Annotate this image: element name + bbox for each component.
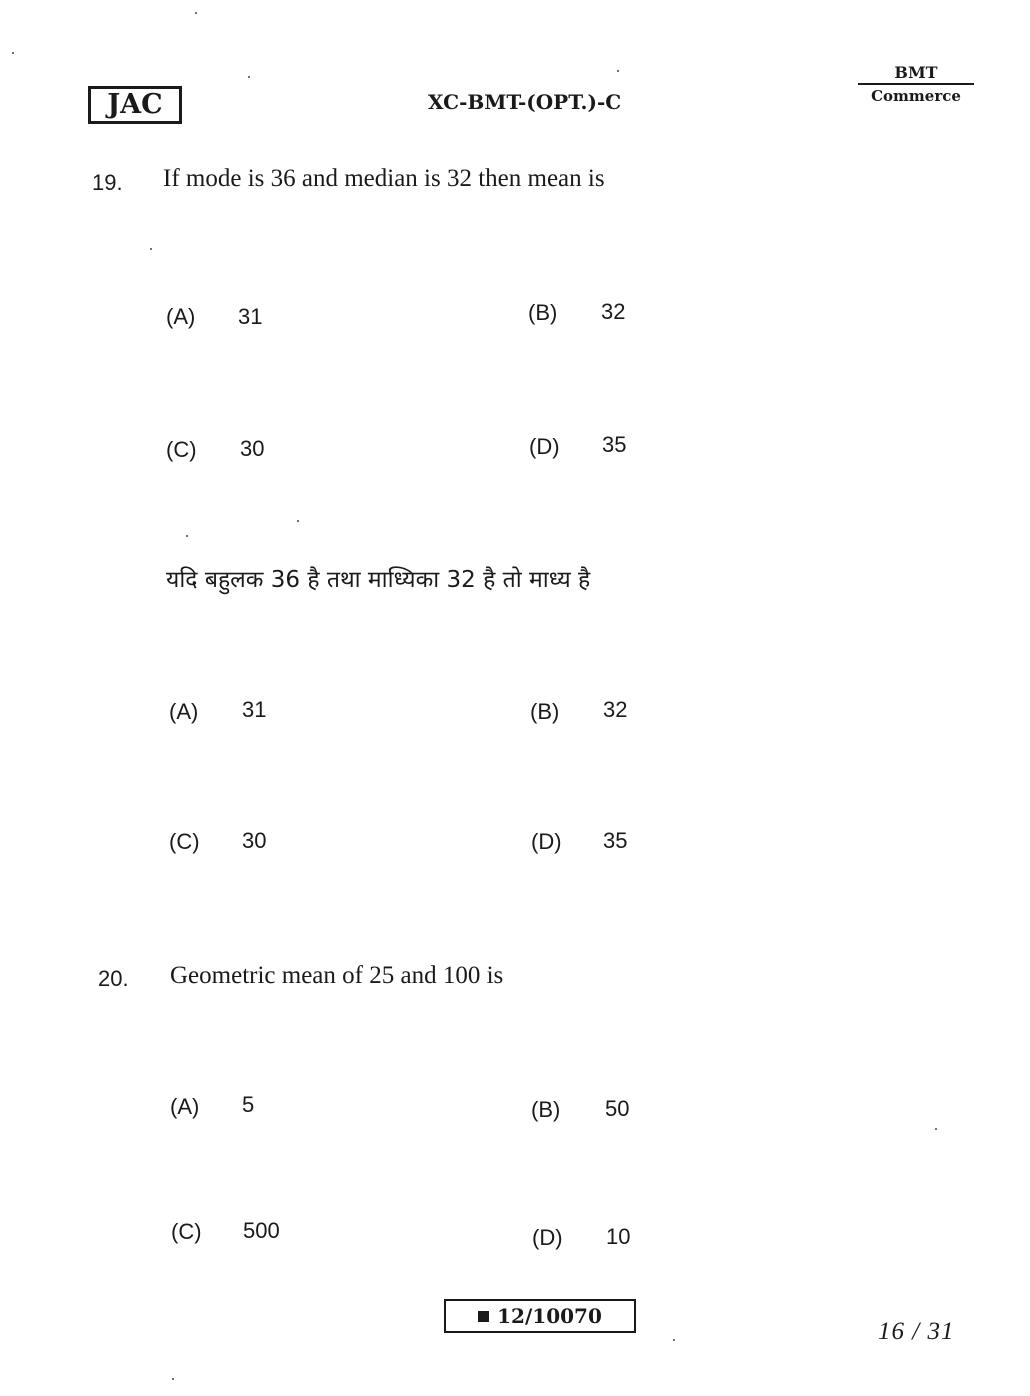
question-number: 19.: [92, 170, 123, 195]
question-text: If mode is 36 and median is 32 then mean is: [163, 165, 605, 192]
option-letter: (C): [169, 829, 200, 854]
option-letter: (A): [169, 699, 199, 724]
option-letter: (A): [166, 304, 196, 329]
option-value: 35: [603, 828, 628, 853]
option-letter: (B): [528, 300, 558, 325]
scan-speck: [150, 248, 152, 250]
paper-code: XC-BMT-(OPT.)-C: [428, 90, 622, 114]
option-value: 32: [603, 697, 628, 722]
option-letter: (D): [531, 829, 562, 854]
option-value: 30: [240, 436, 265, 461]
square-bullet-icon: [478, 1311, 489, 1322]
option-value: 32: [601, 299, 626, 324]
scan-speck: [172, 1378, 174, 1380]
question-number: 20.: [98, 966, 129, 991]
scan-speck: [12, 52, 14, 54]
option-value: 35: [602, 432, 627, 457]
booklet-code-box: [444, 1299, 636, 1333]
option-letter: (B): [530, 699, 560, 724]
option-value: 10: [606, 1224, 631, 1249]
option-letter: (C): [171, 1219, 202, 1244]
scan-speck: [935, 1128, 937, 1130]
scan-speck: [297, 520, 299, 522]
page-number: 16 / 31: [878, 1318, 955, 1345]
scan-speck: [186, 535, 188, 537]
scan-speck: [195, 12, 197, 14]
option-value: 5: [242, 1092, 255, 1117]
option-letter: (B): [531, 1097, 561, 1122]
subject-code: BMT: [894, 63, 938, 82]
option-letter: (D): [529, 434, 560, 459]
option-value: 31: [242, 697, 267, 722]
board-name: JAC: [107, 89, 163, 120]
option-letter: (D): [532, 1225, 563, 1250]
option-letter: (A): [170, 1094, 200, 1119]
scan-speck: [248, 76, 250, 78]
scan-speck: [617, 70, 619, 72]
option-letter: (C): [166, 437, 197, 462]
option-value: 31: [238, 304, 263, 329]
option-value: 500: [243, 1218, 280, 1243]
option-value: 30: [242, 828, 267, 853]
board-logo-box: [88, 86, 182, 124]
subject-divider: [858, 83, 974, 85]
question-text-hindi: यदि बहुलक 36 है तथा माध्यिका 32 है तो माध्य है: [166, 567, 591, 593]
scan-speck: [673, 1339, 675, 1341]
booklet-code: 12/10070: [497, 1304, 602, 1328]
subject-code-block: [858, 64, 974, 105]
question-text: Geometric mean of 25 and 100 is: [170, 962, 504, 989]
option-value: 50: [605, 1096, 630, 1121]
stream-label: Commerce: [871, 87, 961, 105]
